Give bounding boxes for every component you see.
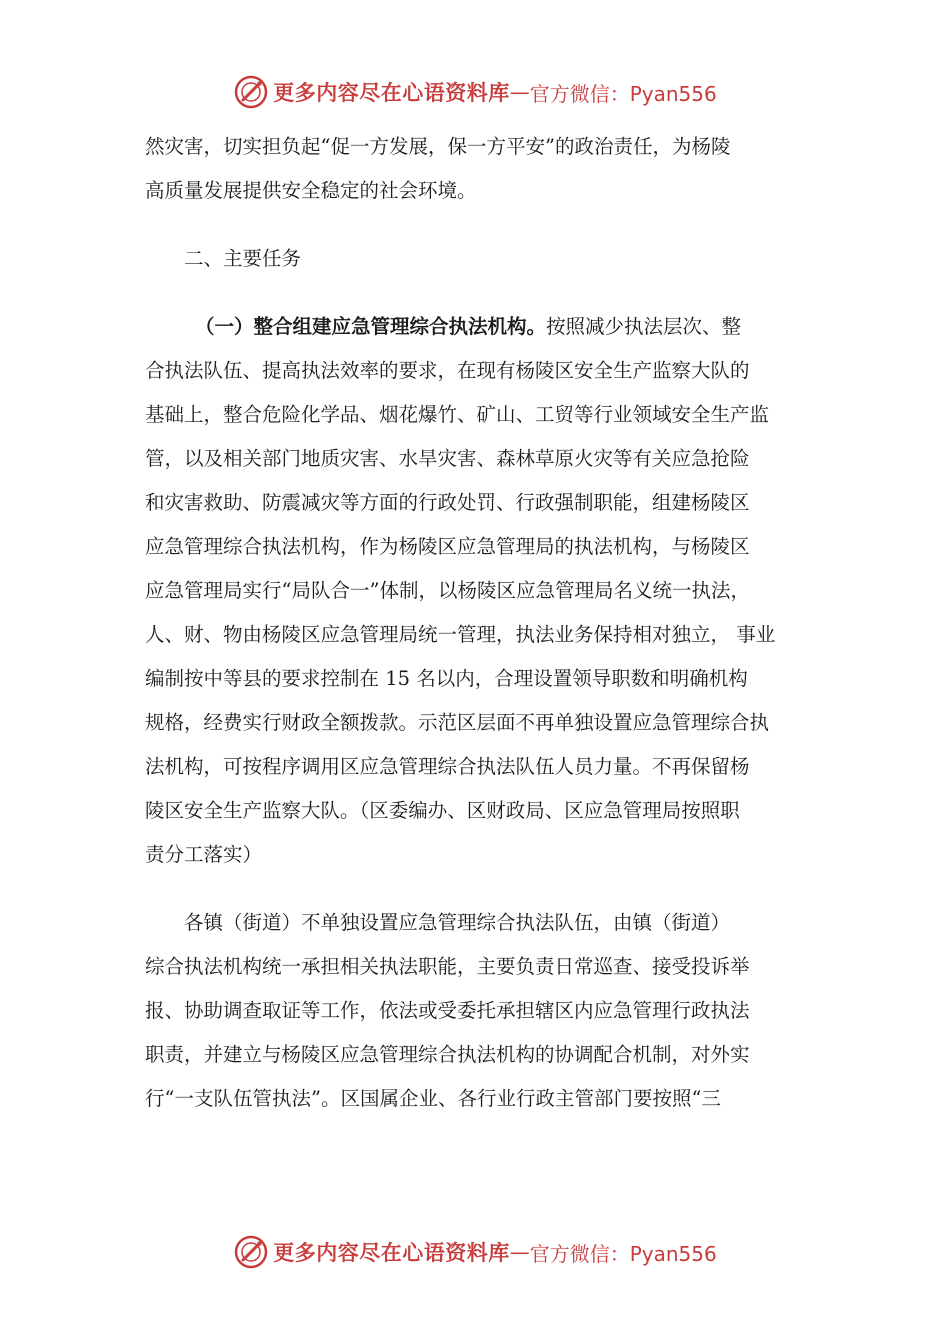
- para2-line: 报、协助调查取证等工作，依法或受委托承担辖区内应急管理行政执法: [145, 999, 750, 1022]
- seal-logo-icon: [233, 74, 269, 110]
- para2-line: 各镇（街道）不单独设置应急管理综合执法队伍，由镇（街道）: [184, 911, 731, 934]
- para1-line: 和灾害救助、防震减灾等方面的行政处罚、行政强制职能，组建杨陵区: [145, 491, 750, 514]
- para1-line: 编制按中等县的要求控制在 15 名以内，合理设置领导职数和明确机构: [145, 667, 748, 690]
- banner-separator: —: [509, 80, 530, 104]
- para2-line: 综合执法机构统一承担相关执法职能，主要负责日常巡查、接受投诉举: [145, 955, 750, 978]
- wechat-text: 官方微信：Pyan556: [529, 81, 717, 106]
- para1-first-line: [145, 305, 810, 349]
- banner-separator: —: [509, 1240, 530, 1264]
- footer-banner: [0, 1232, 950, 1272]
- para2-line: 行“一支队伍管执法”。区国属企业、各行业行政主管部门要按照“三: [145, 1087, 721, 1110]
- para1-line: 管，以及相关部门地质灾害、水旱灾害、森林草原火灾等有关应急抢险: [145, 447, 750, 470]
- para1-line: 人、财、物由杨陵区应急管理局统一管理，执法业务保持相对独立， 事业: [145, 623, 776, 646]
- section-heading: 二、主要任务: [184, 247, 302, 270]
- header-banner: [0, 72, 950, 112]
- para1-first-line-rest: 按照减少执法层次、整: [546, 315, 742, 338]
- para1-line: 应急管理综合执法机构，作为杨陵区应急管理局的执法机构，与杨陵区: [145, 535, 750, 558]
- intro-line-2: 高质量发展提供安全稳定的社会环境。: [145, 179, 477, 202]
- seal-logo-icon: [233, 1234, 269, 1270]
- wechat-text: 官方微信：Pyan556: [529, 1241, 717, 1266]
- para2-line: 职责，并建立与杨陵区应急管理综合执法机构的协调配合机制，对外实: [145, 1043, 750, 1066]
- para1-line: 应急管理局实行“局队合一”体制，以杨陵区应急管理局名义统一执法，: [145, 579, 750, 602]
- para1-line: 规格，经费实行财政全额拨款。示范区层面不再单独设置应急管理综合执: [145, 711, 770, 734]
- para1-line: 陵区安全生产监察大队。（区委编办、区财政局、区应急管理局按照职: [145, 799, 740, 822]
- brand-text: 更多内容尽在心语资料库: [273, 81, 510, 105]
- brand-text: 更多内容尽在心语资料库: [273, 1241, 510, 1265]
- para1-line: 责分工落实）: [145, 843, 263, 866]
- intro-line-1: 然灾害，切实担负起“促一方发展，保一方平安”的政治责任，为杨陵: [145, 135, 731, 158]
- para1-bold-lead: （一）整合组建应急管理综合执法机构。: [195, 315, 547, 338]
- para1-line: 基础上，整合危险化学品、烟花爆竹、矿山、工贸等行业领域安全生产监: [145, 403, 770, 426]
- document-body: [145, 125, 810, 1121]
- para1-line: 法机构，可按程序调用区应急管理综合执法队伍人员力量。不再保留杨: [145, 755, 750, 778]
- para1-line: 合执法队伍、提高执法效率的要求，在现有杨陵区安全生产监察大队的: [145, 359, 750, 382]
